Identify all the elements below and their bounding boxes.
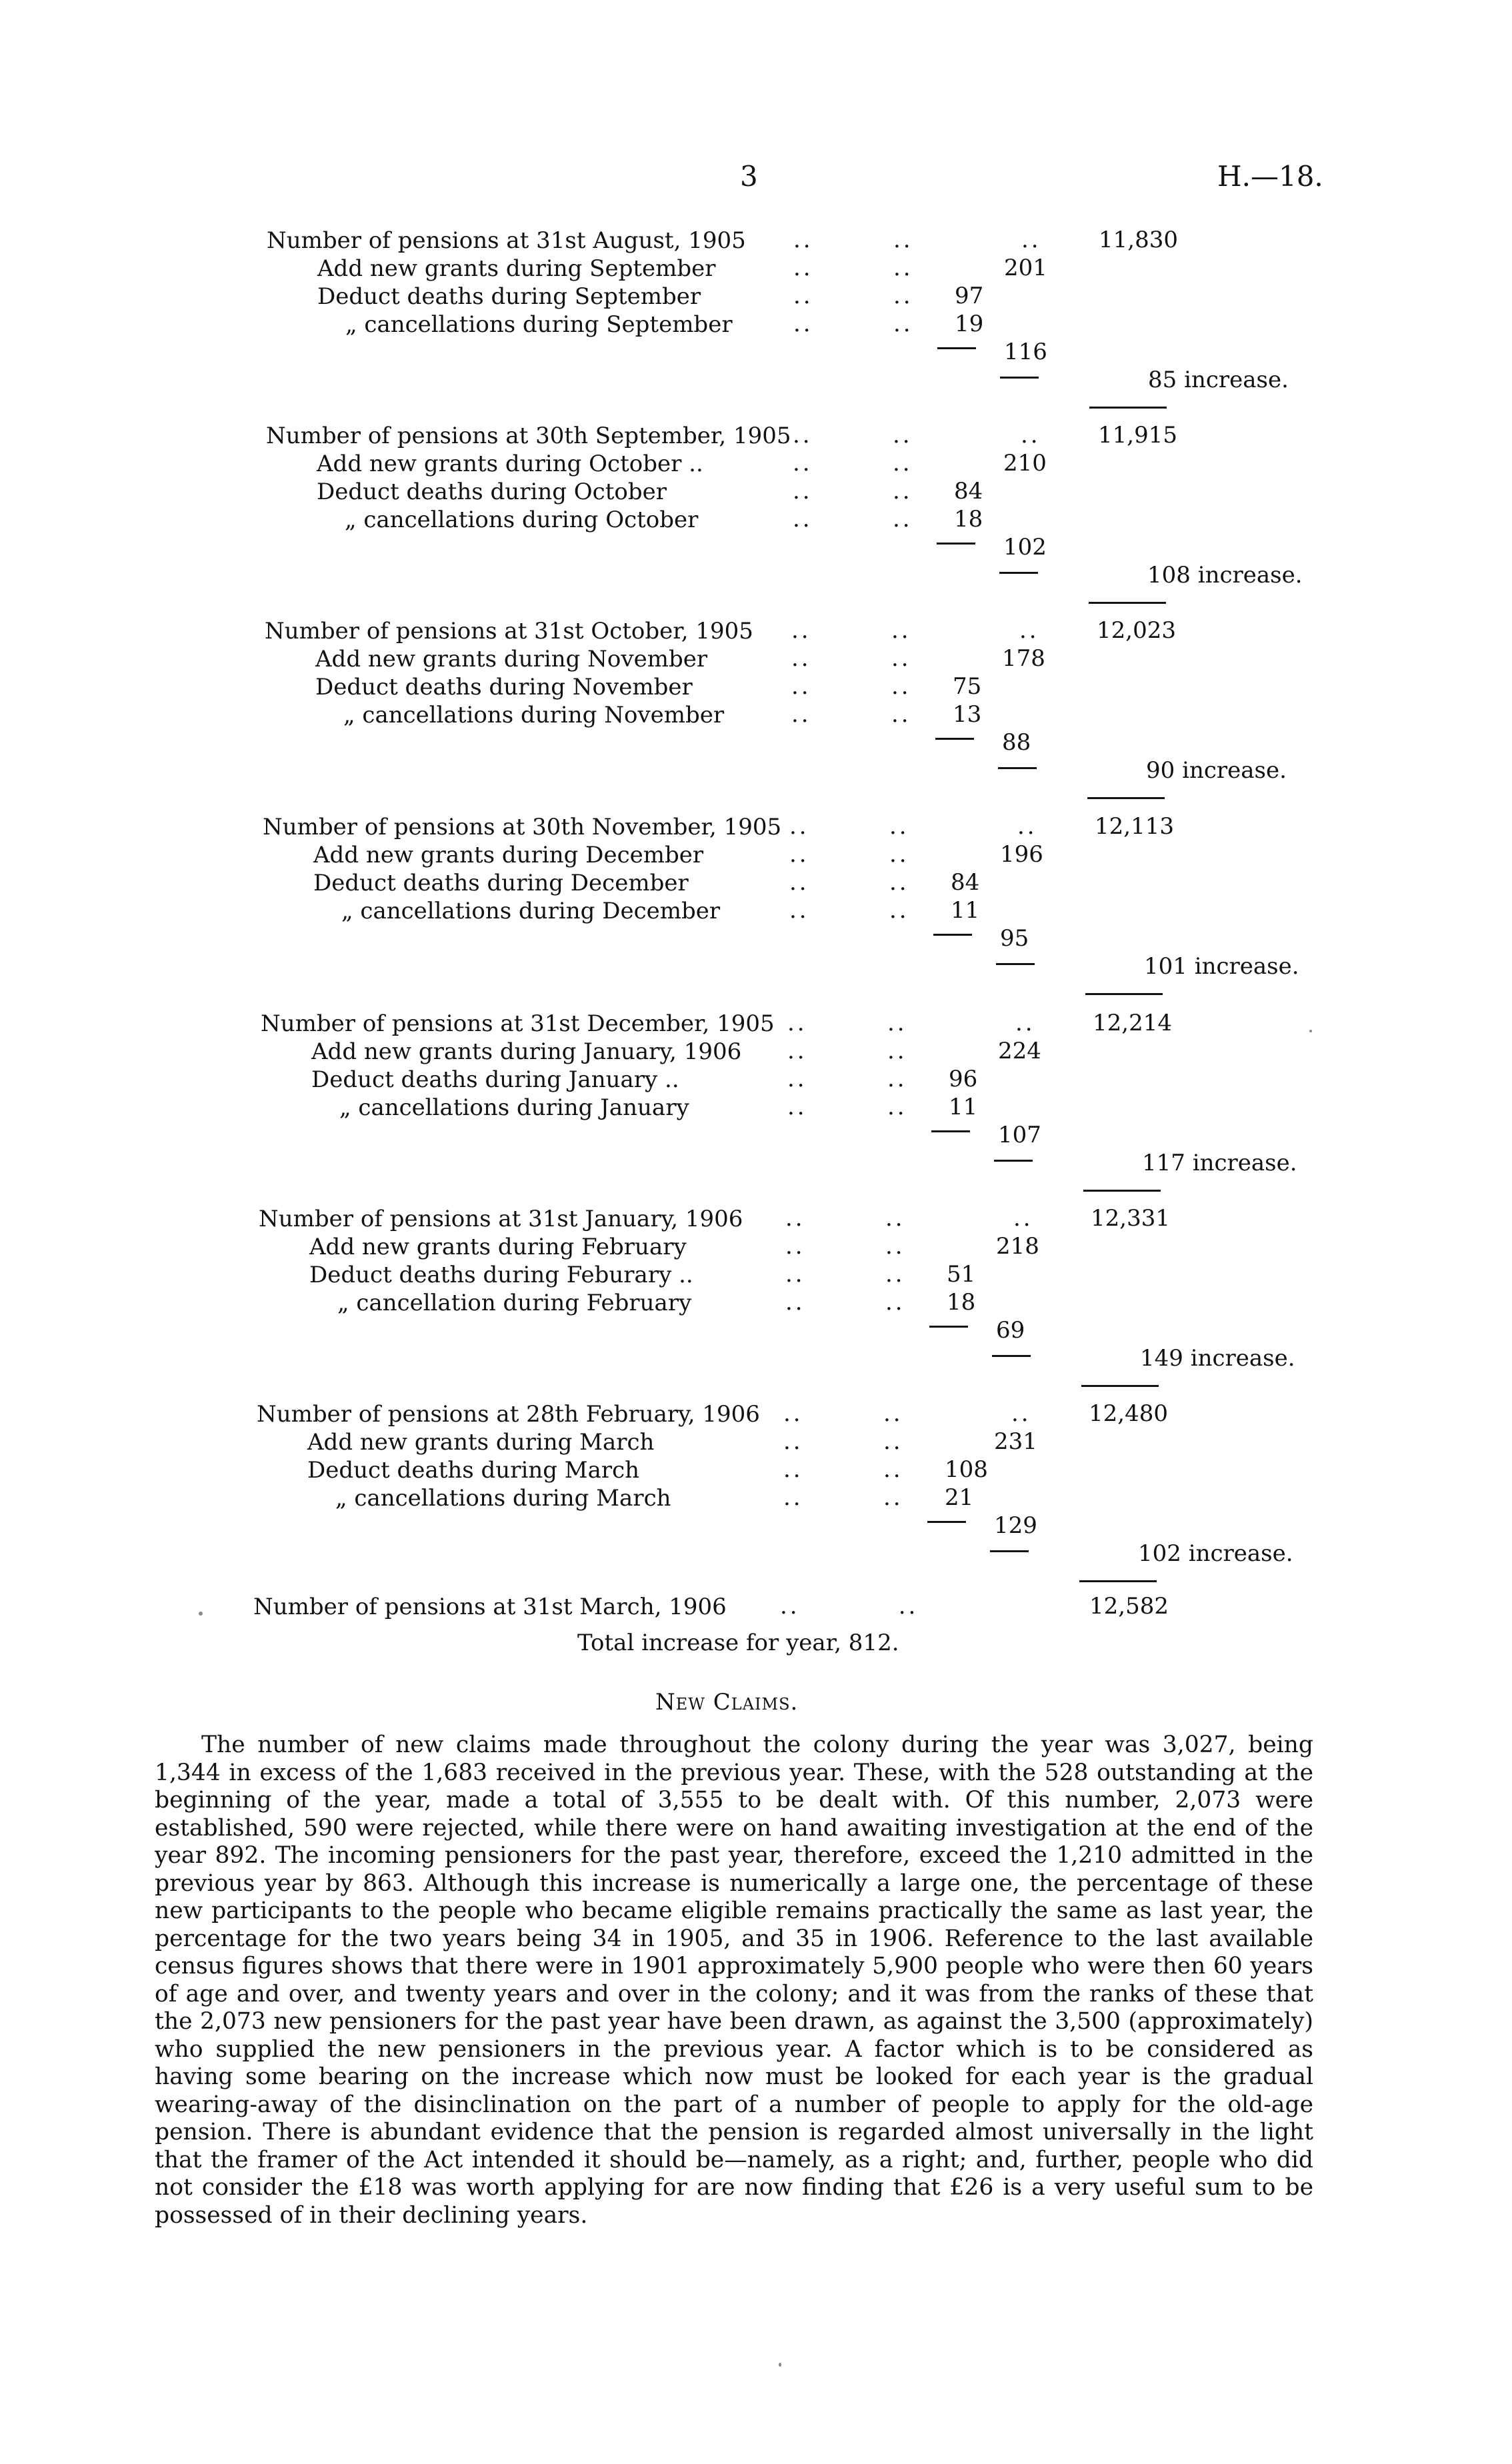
deductions-total: 129 <box>994 1512 1037 1539</box>
deaths-value: 96 <box>949 1066 978 1092</box>
leader-dots: .. <box>887 1010 907 1036</box>
cancellations-label: „ cancellation during February <box>337 1290 692 1316</box>
monthly-increase: 85 increase. <box>1148 367 1289 393</box>
leader-dots: .. <box>893 422 913 449</box>
increase-rule <box>990 1550 1029 1552</box>
deductions-rule <box>929 1326 968 1328</box>
page-number: 3 <box>740 160 758 193</box>
leader-dots: .. <box>787 1038 807 1064</box>
new-grants-value: 231 <box>994 1428 1037 1455</box>
leader-dots: .. <box>789 869 809 896</box>
leader-dots: .. <box>887 1038 907 1064</box>
cancellations-label: „ cancellations during January <box>339 1094 689 1121</box>
opening-pensions-label: Number of pensions at 30th September, 1905 <box>266 423 791 449</box>
cancellations-value: 19 <box>955 311 984 337</box>
leader-dots: .. <box>889 897 909 924</box>
leader-dots: .. <box>789 813 809 840</box>
deductions-total: 116 <box>1004 339 1047 365</box>
leader-dots: .. <box>1013 1205 1033 1232</box>
leader-dots: .. <box>883 1400 903 1427</box>
leader-dots: .. <box>891 673 911 700</box>
print-speck <box>779 2363 781 2367</box>
leader-dots: .. <box>889 813 909 840</box>
increase-rule <box>992 1355 1031 1357</box>
leader-dots: .. <box>885 1289 905 1316</box>
leader-dots: .. <box>893 506 913 533</box>
deaths-label: Deduct deaths during Feburary .. <box>309 1262 693 1288</box>
deductions-total: 69 <box>996 1317 1025 1344</box>
leader-dots: .. <box>891 701 911 728</box>
new-grants-label: Add new grants during September <box>317 255 716 282</box>
monthly-increase: 117 increase. <box>1142 1150 1297 1176</box>
deductions-total: 88 <box>1002 729 1031 756</box>
total-rule <box>1085 993 1163 995</box>
leader-dots: .. <box>789 841 809 868</box>
opening-pensions-label: Number of pensions at 31st December, 1905 <box>261 1010 775 1037</box>
leader-dots: .. <box>785 1205 805 1232</box>
leader-dots: .. <box>783 1484 803 1511</box>
print-speck <box>199 1612 203 1616</box>
opening-pensions-total: 12,023 <box>1097 617 1176 644</box>
monthly-increase: 102 increase. <box>1138 1540 1293 1567</box>
cancellations-value: 18 <box>954 506 983 533</box>
opening-pensions-label: Number of pensions at 31st August, 1905 <box>267 227 746 254</box>
new-grants-label: Add new grants during March <box>307 1429 655 1456</box>
monthly-increase: 101 increase. <box>1144 953 1299 980</box>
opening-pensions-label: Number of pensions at 28th February, 1906 <box>257 1401 760 1428</box>
new-grants-value: 218 <box>996 1233 1039 1260</box>
new-claims-text: The number of new claims made throughout the colony during the year was 3,027, being 1,344 in excess of the 1,683 received in the previous year. These, with the 528 outstanding at the beginning of the year, made a total of 3,555 to be dealt with. Of this number, 2,073 were established, 590 were rejected, while there were on hand awaiting investigation at the end of the year 892. The incoming pensioners for the past year, therefore, exceed the 1,210 admitted in the previous year by 863. Although this increase is numerically a large one, the percentage of these new participants to the people who became eligible remains practically the same as last year, the percentage for the two years being 34 in 1905, and 35 in 1906. Reference to the last available census figures shows that there were in 1901 approximately 5,900 people who were then 60 years of age and over, and twenty years and over in the colony; and it was from the ranks of these that the 2,073 new pensioners for the past year have been drawn, as against the 3,500 (approximately) who supplied the new pensioners in the previous year. A factor which is to be considered as having some bearing on the increase which now must be looked for each year is the gradual wearing-away of the disinclination on the part of a number of people to apply for the old-age pension. There is abundant evidence that the pension is regarded almost universally in the light that the framer of the Act intended it should be—namely, as a right; and, further, people who did not consider the £18 was worth applying for are now finding that £26 is a very useful sum to be possessed of in their declining years. <box>155 1732 1313 2229</box>
total-rule <box>1081 1385 1159 1387</box>
deaths-label: Deduct deaths during December <box>313 870 689 896</box>
monthly-increase: 90 increase. <box>1146 757 1287 784</box>
monthly-increase: 108 increase. <box>1147 562 1303 589</box>
deductions-rule <box>933 934 972 936</box>
deaths-value: 84 <box>954 478 983 505</box>
leader-dots: .. <box>793 227 813 253</box>
print-speck <box>1309 1030 1312 1032</box>
leader-dots: .. <box>889 869 909 896</box>
leader-dots: .. <box>887 1094 907 1120</box>
deductions-total: 102 <box>1003 534 1047 561</box>
leader-dots: .. <box>793 450 813 477</box>
leader-dots: .. <box>791 645 811 672</box>
total-rule <box>1083 1190 1161 1192</box>
opening-pensions-total: 12,480 <box>1089 1400 1168 1427</box>
increase-rule <box>999 572 1038 574</box>
leader-dots: .. <box>893 227 913 253</box>
leader-dots: .. <box>791 673 811 700</box>
increase-rule <box>996 963 1035 965</box>
new-grants-label: Add new grants during February <box>309 1234 687 1260</box>
leader-dots: .. <box>787 1010 807 1036</box>
new-grants-value: 178 <box>1002 645 1045 672</box>
leader-dots: .. <box>783 1400 803 1427</box>
leader-dots: .. <box>887 1066 907 1092</box>
cancellations-label: „ cancellations during November <box>343 702 725 728</box>
cancellations-label: „ cancellations during March <box>335 1485 671 1512</box>
leader-dots: .. <box>793 506 813 533</box>
leader-dots: .. <box>793 255 813 281</box>
leader-dots: .. <box>1019 617 1039 644</box>
deductions-total: 95 <box>1000 925 1029 952</box>
cancellations-label: „ cancellations during October <box>345 507 699 533</box>
deaths-label: Deduct deaths during November <box>315 674 693 700</box>
leader-dots: .. <box>893 450 913 477</box>
new-grants-value: 196 <box>1000 841 1043 868</box>
leader-dots: .. .. <box>780 1593 919 1620</box>
leader-dots: .. <box>787 1094 807 1120</box>
cancellations-label: „ cancellations during December <box>341 898 721 924</box>
leader-dots: .. <box>791 617 811 644</box>
deaths-label: Deduct deaths during January .. <box>311 1066 679 1093</box>
opening-pensions-total: 12,214 <box>1093 1010 1172 1036</box>
new-claims-paragraph <box>155 1732 1313 2229</box>
leader-dots: .. <box>883 1456 903 1483</box>
leader-dots: .. <box>789 897 809 924</box>
document-reference: H.—18. <box>1217 160 1323 193</box>
leader-dots: .. <box>785 1261 805 1288</box>
deaths-label: Deduct deaths during September <box>317 283 701 310</box>
opening-pensions-total: 11,830 <box>1099 227 1178 253</box>
leader-dots: .. <box>783 1428 803 1455</box>
cancellations-value: 21 <box>945 1484 974 1511</box>
deductions-total: 107 <box>998 1122 1041 1148</box>
leader-dots: .. <box>793 478 813 505</box>
leader-dots: .. <box>885 1205 905 1232</box>
new-claims-heading: New Claims. <box>655 1689 799 1716</box>
deaths-label: Deduct deaths during October <box>317 479 667 505</box>
deductions-rule <box>937 543 975 545</box>
new-grants-label: Add new grants during December <box>313 842 704 868</box>
final-pensions-label: Number of pensions at 31st March, 1906 <box>253 1594 727 1620</box>
opening-pensions-total: 12,331 <box>1091 1205 1170 1232</box>
leader-dots: .. <box>1011 1400 1031 1427</box>
leader-dots: .. <box>893 478 913 505</box>
deaths-value: 84 <box>951 869 980 896</box>
increase-rule <box>998 767 1037 769</box>
leader-dots: .. <box>883 1428 903 1455</box>
cancellations-value: 18 <box>947 1289 976 1316</box>
deductions-rule <box>927 1521 966 1523</box>
total-rule <box>1087 797 1165 799</box>
leader-dots: .. <box>1017 813 1037 840</box>
leader-dots: .. <box>1021 422 1041 449</box>
increase-rule <box>994 1160 1033 1162</box>
leader-dots: .. <box>793 283 813 309</box>
leader-dots: .. <box>883 1484 903 1511</box>
deductions-rule <box>937 347 976 349</box>
new-grants-value: 210 <box>1003 450 1047 477</box>
leader-dots: .. <box>889 841 909 868</box>
total-rule <box>1089 602 1166 604</box>
total-rule <box>1089 407 1167 409</box>
leader-dots: .. <box>793 311 813 337</box>
leader-dots: .. <box>1015 1010 1035 1036</box>
leader-dots: .. <box>787 1066 807 1092</box>
deaths-value: 108 <box>945 1456 988 1483</box>
cancellations-value: 11 <box>949 1094 978 1120</box>
leader-dots: .. <box>885 1261 905 1288</box>
deductions-rule <box>935 738 974 740</box>
leader-dots: .. <box>1021 227 1041 253</box>
deaths-label: Deduct deaths during March <box>307 1457 640 1484</box>
leader-dots: .. <box>783 1456 803 1483</box>
opening-pensions-total: 12,113 <box>1095 813 1174 840</box>
opening-pensions-label: Number of pensions at 31st October, 1905 <box>265 618 753 644</box>
total-rule <box>1079 1580 1157 1582</box>
new-grants-label: Add new grants during January, 1906 <box>311 1038 742 1065</box>
monthly-increase: 149 increase. <box>1140 1345 1295 1372</box>
leader-dots: .. <box>785 1233 805 1260</box>
cancellations-value: 11 <box>951 897 980 924</box>
opening-pensions-total: 11,915 <box>1098 422 1177 449</box>
deaths-value: 97 <box>955 283 984 309</box>
deaths-value: 51 <box>947 1261 976 1288</box>
cancellations-value: 13 <box>953 701 982 728</box>
new-grants-value: 201 <box>1004 255 1047 281</box>
leader-dots: .. <box>791 701 811 728</box>
opening-pensions-label: Number of pensions at 31st January, 1906 <box>259 1206 743 1232</box>
leader-dots: .. <box>793 422 813 449</box>
new-grants-value: 224 <box>998 1038 1041 1064</box>
opening-pensions-label: Number of pensions at 30th November, 1905 <box>263 814 782 840</box>
leader-dots: .. <box>893 311 913 337</box>
leader-dots: .. <box>891 617 911 644</box>
leader-dots: .. <box>885 1233 905 1260</box>
final-pensions-total: 12,582 <box>1089 1593 1169 1620</box>
leader-dots: .. <box>893 255 913 281</box>
deductions-rule <box>931 1130 970 1132</box>
cancellations-label: „ cancellations during September <box>345 311 733 338</box>
deaths-value: 75 <box>953 673 982 700</box>
new-grants-label: Add new grants during November <box>315 646 708 672</box>
year-increase-total: Total increase for year, 812. <box>577 1630 899 1656</box>
new-grants-label: Add new grants during October .. <box>317 451 703 477</box>
leader-dots: .. <box>893 283 913 309</box>
leader-dots: .. <box>891 645 911 672</box>
increase-rule <box>1000 377 1039 379</box>
leader-dots: .. <box>785 1289 805 1316</box>
